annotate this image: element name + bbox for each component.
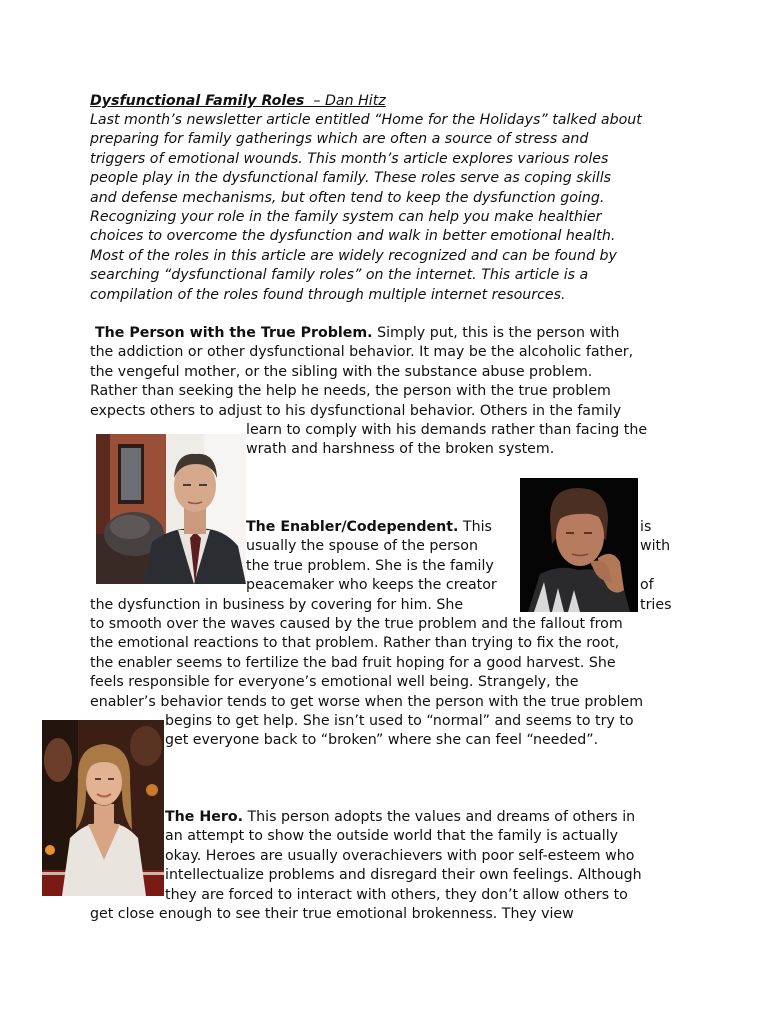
paragraph-line: okay. Heroes are usually overachievers with poor self-esteem who [165, 847, 635, 864]
hero-text: This person adopts the values and dreams of others in [247, 809, 636, 825]
paragraph-line: enabler’s behavior tends to get worse when the person with the true problem [90, 693, 644, 710]
paragraph-line: the addiction or other dysfunctional behavior. It may be the alcoholic father, [90, 344, 634, 361]
article-title: Dysfunctional Family Roles [90, 93, 305, 109]
intro-line: Recognizing your role in the family system can help you make healthier [90, 209, 602, 225]
intro-line: choices to overcome the dysfunction and walk in better emotional health. [90, 228, 616, 245]
wrap-fragment: tries [640, 596, 672, 613]
article-author: Dan Hitz [325, 93, 386, 109]
young-woman-photo [42, 720, 164, 896]
intro-line: searching “dysfunctional family roles” on the internet. This article is a [90, 267, 589, 284]
paragraph-line: an attempt to show the outside world that the family is actually [165, 828, 619, 845]
paragraph-line: usually the spouse of the person [246, 538, 478, 555]
intro-line: Most of the roles in this article are widely recognized and can be found by [90, 247, 617, 264]
true-problem-heading: The Person with the True Problem. [95, 325, 373, 341]
hero-first-line [165, 808, 635, 827]
wrap-fragment: is [640, 519, 652, 535]
paragraph-line: the dysfunction in business by covering for him. She [90, 596, 464, 613]
intro-line: preparing for family gatherings which are often a source of stress and [90, 131, 589, 148]
intro-line: compilation of the roles found through multiple internet resources. [90, 286, 566, 303]
paragraph-line: the enabler seems to fertilize the bad fruit hoping for a good harvest. She [90, 654, 616, 671]
wrap-fragment: with [640, 538, 671, 555]
paragraph-line: peacemaker who keeps the creator [246, 577, 497, 594]
paragraph-line: wrath and harshness of the broken system. [246, 441, 555, 458]
man-in-suit-photo [96, 434, 246, 584]
intro-line: people play in the dysfunctional family. These roles serve as coping skills [90, 170, 612, 187]
intro-line: and defense mechanisms, but often tend to keep the dysfunction going. [90, 189, 605, 206]
paragraph-line: feels responsible for everyone’s emotional well being. Strangely, the [90, 674, 579, 691]
paragraph-line: intellectualize problems and disregard their own feelings. Although [165, 867, 642, 884]
paragraph-line: get close enough to see their true emotional brokenness. They view [90, 906, 574, 922]
wrap-fragment: of [640, 577, 654, 594]
enabler-first-line [246, 518, 492, 537]
paragraph-line: learn to comply with his demands rather than facing the [246, 422, 648, 438]
enabler-text: This [462, 519, 492, 535]
paragraph-line: Rather than seeking the help he needs, the person with the true problem [90, 383, 611, 400]
true-problem-first-line [95, 324, 620, 343]
intro-line: triggers of emotional wounds. This month’s article explores various roles [90, 150, 609, 167]
title-separator: – [313, 93, 321, 109]
paragraph-line: the true problem. She is the family [246, 557, 494, 574]
paragraph-line: begins to get help. She isn’t used to “normal” and seems to try to [165, 713, 634, 729]
paragraph-line: the vengeful mother, or the sibling with the substance abuse problem. [90, 363, 593, 380]
intro-line: Last month’s newsletter article entitled “Home for the Holidays” talked about [90, 112, 642, 128]
paragraph-line: expects others to adjust to his dysfunctional behavior. Others in the family [90, 402, 622, 419]
paragraph-line: get everyone back to “broken” where she can feel “needed”. [165, 732, 599, 749]
paragraph-line: they are forced to interact with others, they don’t allow others to [165, 886, 628, 903]
paragraph-line: to smooth over the waves caused by the true problem and the fallout from [90, 616, 623, 632]
enabler-heading: The Enabler/Codependent. [246, 519, 459, 535]
title-line [90, 92, 440, 111]
paragraph-line: the emotional reactions to that problem. Rather than trying to fix the root, [90, 635, 620, 652]
hero-heading: The Hero. [165, 809, 243, 825]
true-problem-text: Simply put, this is the person with [377, 325, 620, 341]
worried-woman-photo [520, 478, 638, 612]
